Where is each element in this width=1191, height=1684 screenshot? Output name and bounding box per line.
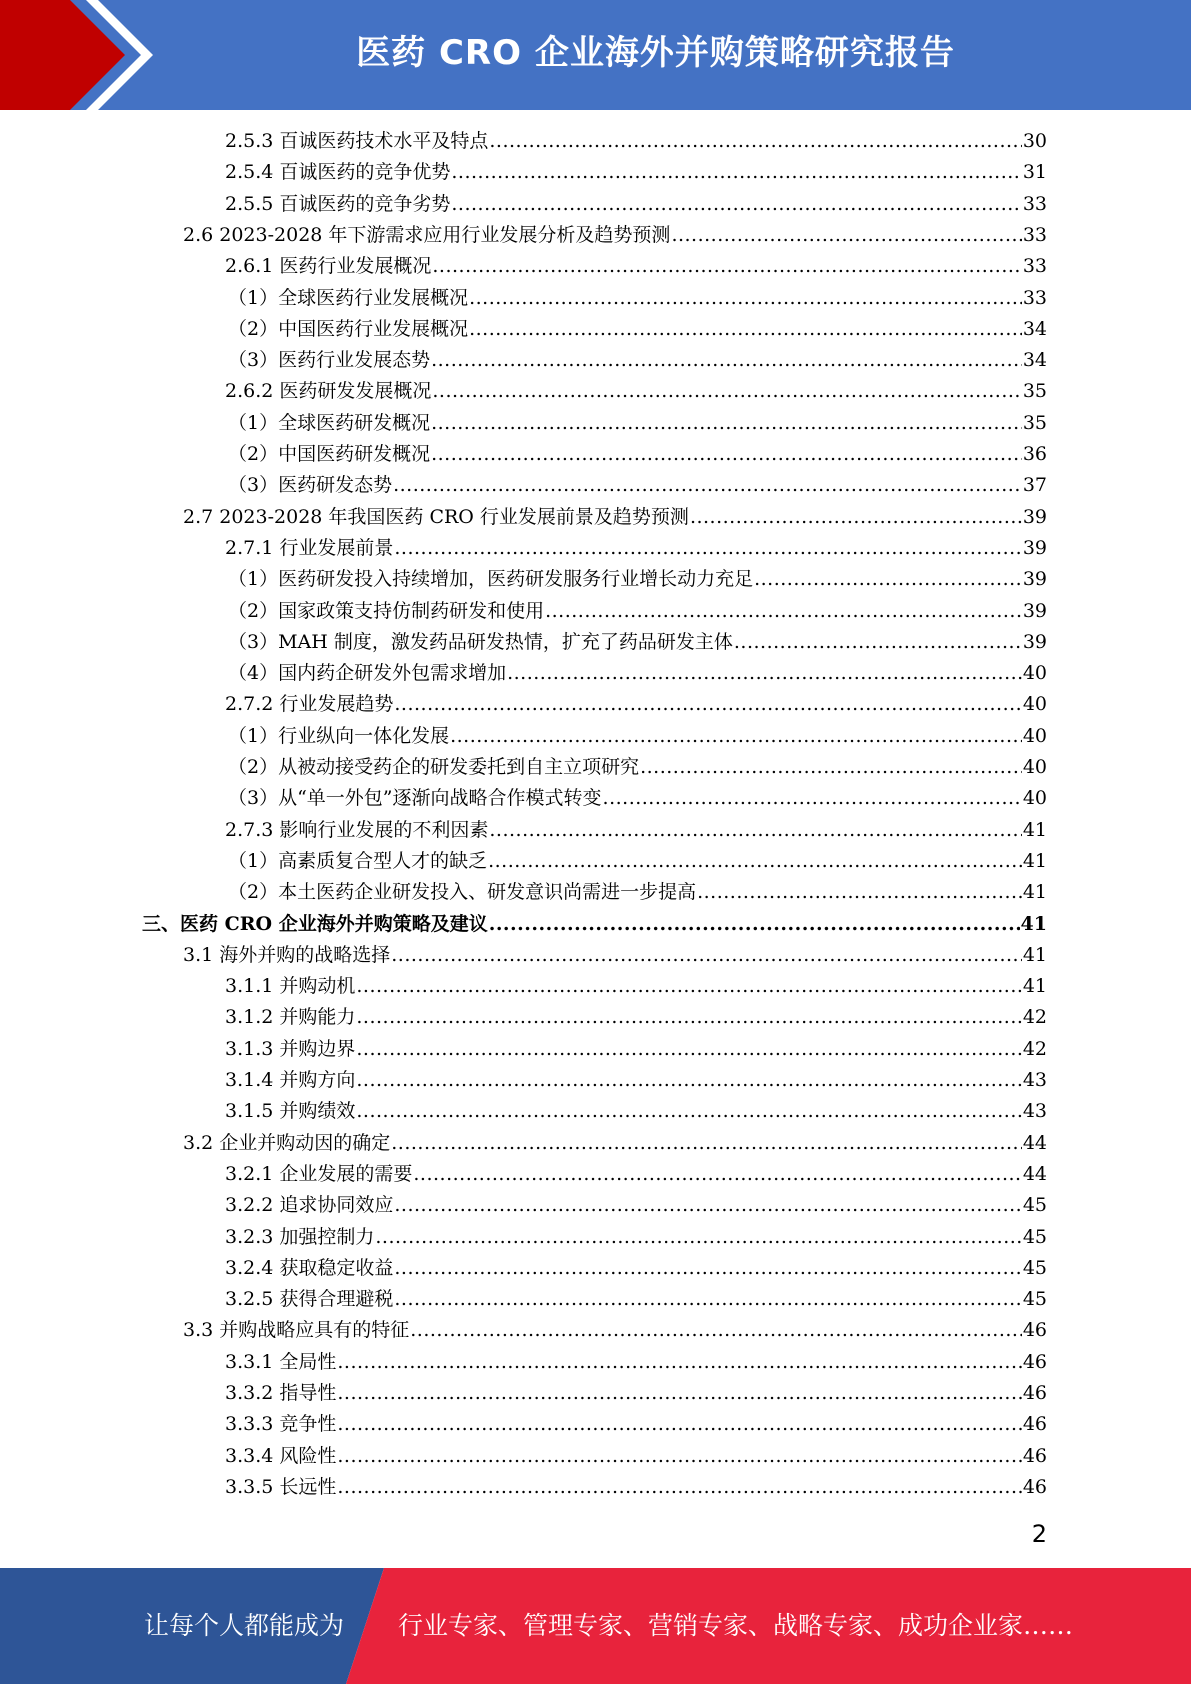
toc-entry-label: 2.5.3 百诚医药技术水平及特点: [225, 130, 489, 152]
toc-entry[interactable]: [228, 658, 1047, 689]
toc-entry[interactable]: [225, 1222, 1047, 1253]
toc-entry[interactable]: [225, 1096, 1047, 1127]
toc-leader-dots: [489, 126, 1021, 157]
toc-entry[interactable]: [225, 1253, 1047, 1284]
toc-leader-dots: [375, 1222, 1021, 1253]
footer-slogan-right: 行业专家、管理专家、营销专家、战略专家、成功企业家……: [398, 1611, 1074, 1640]
toc-entry-label: （1）全球医药行业发展概况: [228, 286, 469, 309]
toc-entry-page: 41: [1022, 818, 1047, 841]
toc-entry-label: 2.7.3 影响行业发展的不利因素: [225, 818, 489, 841]
toc-entry-label: （1）行业纵向一体化发展: [228, 724, 450, 747]
toc-entry[interactable]: [225, 1409, 1047, 1440]
toc-entry-label: （3）MAH 制度，激发药品研发热情，扩充了药品研发主体: [228, 630, 733, 653]
toc-entry-page: 43: [1022, 1100, 1047, 1123]
toc-entry-label: 3.3.2 指导性: [225, 1382, 337, 1404]
toc-entry-label: 3.1 海外并购的战略选择: [183, 943, 391, 966]
toc-entry-page: 31: [1022, 161, 1047, 184]
toc-entry-page: 34: [1022, 317, 1047, 340]
toc-leader-dots: [451, 189, 1021, 220]
toc-entry-page: 42: [1022, 1006, 1047, 1029]
toc-entry-page: 45: [1022, 1256, 1047, 1279]
toc-entry[interactable]: [183, 502, 1047, 533]
toc-entry[interactable]: [228, 721, 1047, 752]
toc-entry[interactable]: [183, 1315, 1047, 1346]
toc-entry-label: （1）全球医药研发概况: [228, 411, 431, 434]
page-footer: [0, 1568, 1191, 1684]
toc-entry-page: 33: [1022, 286, 1047, 309]
toc-entry[interactable]: [225, 157, 1047, 188]
toc-entry-page: 44: [1022, 1131, 1047, 1154]
toc-leader-dots: [431, 408, 1022, 439]
toc-entry-page: 37: [1022, 474, 1047, 497]
page-number: 2: [1031, 1520, 1047, 1548]
toc-leader-dots: [393, 470, 1022, 501]
toc-leader-dots: [640, 752, 1022, 783]
toc-entry-label: （2）本土医药企业研发投入、研发意识尚需进一步提高: [228, 881, 697, 904]
toc-entry-label: （2）中国医药行业发展概况: [228, 317, 469, 340]
toc-entry[interactable]: [228, 345, 1047, 376]
toc-entry-label: 3.3.1 全局性: [225, 1350, 337, 1373]
toc-entry-page: 33: [1022, 223, 1047, 246]
toc-entry[interactable]: [228, 314, 1047, 345]
toc-entry-label: 2.7.2 行业发展趋势: [225, 693, 394, 716]
toc-leader-dots: [469, 283, 1022, 314]
toc-leader-dots: [394, 533, 1021, 564]
toc-entry-page: 35: [1022, 380, 1047, 403]
toc-entry-label: （2）国家政策支持仿制药研发和使用: [228, 599, 545, 622]
toc-entry[interactable]: [225, 533, 1047, 564]
toc-entry[interactable]: [225, 189, 1047, 220]
toc-entry-page: 41: [1022, 943, 1047, 966]
toc-entry-label: （2）中国医药研发概况: [228, 443, 431, 465]
toc-entry-label: （1）高素质复合型人才的缺乏: [228, 849, 488, 872]
toc-entry[interactable]: [225, 1002, 1047, 1033]
toc-leader-dots: [603, 783, 1022, 814]
toc-entry-page: 39: [1022, 599, 1047, 622]
toc-leader-dots: [488, 846, 1022, 877]
toc-leader-dots: [337, 1409, 1021, 1440]
toc-entry[interactable]: [228, 564, 1047, 595]
toc-entry[interactable]: [225, 1284, 1047, 1315]
toc-entry-page: 35: [1022, 411, 1047, 434]
toc-entry-label: 3.2 企业并购动因的确定: [183, 1131, 391, 1154]
toc-leader-dots: [671, 220, 1021, 251]
toc-leader-dots: [754, 564, 1022, 595]
toc-entry-label: 2.6.2 医药研发发展概况: [225, 380, 432, 403]
toc-entry-label: 2.5.5 百诚医药的竞争劣势: [225, 192, 451, 215]
toc-entry-label: 3.1.1 并购动机: [225, 975, 356, 998]
toc-leader-dots: [451, 157, 1021, 188]
toc-entry[interactable]: [228, 470, 1047, 501]
toc-entry[interactable]: [225, 1065, 1047, 1096]
toc-entry-page: 42: [1022, 1037, 1047, 1060]
toc-entry[interactable]: [225, 1441, 1047, 1472]
toc-entry[interactable]: [225, 1472, 1047, 1503]
toc-entry-page: 40: [1022, 756, 1047, 778]
toc-entry-page: 41: [1022, 975, 1047, 998]
toc-leader-dots: [394, 689, 1021, 720]
toc-entry-page: 46: [1022, 1319, 1047, 1342]
report-title: 医药 CRO 企业海外并购策略研究报告: [356, 33, 955, 73]
page-header: [0, 0, 1191, 110]
toc-leader-dots: [450, 721, 1022, 752]
toc-entry-label: 2.7.1 行业发展前景: [225, 536, 394, 559]
toc-entry-label: 3.3.4 风险性: [225, 1444, 337, 1467]
toc-entry-label: 3.1.3 并购边界: [225, 1037, 356, 1060]
toc-entry-page: 39: [1022, 505, 1047, 528]
toc-entry[interactable]: [225, 971, 1047, 1002]
toc-entry-label: 3.1.5 并购绩效: [225, 1100, 356, 1123]
toc-entry[interactable]: [225, 1378, 1047, 1409]
toc-entry[interactable]: [225, 1190, 1047, 1221]
footer-slogan-left: 让每个人都能成为: [144, 1611, 345, 1640]
toc-entry-page: 39: [1022, 536, 1047, 559]
toc-entry-page: 44: [1022, 1162, 1047, 1185]
toc-entry-label: 2.5.4 百诚医药的竞争优势: [225, 161, 451, 184]
toc-leader-dots: [394, 1253, 1021, 1284]
toc-entry-page: 46: [1022, 1382, 1047, 1404]
toc-entry-label: 3.2.3 加强控制力: [225, 1225, 375, 1248]
toc-leader-dots: [337, 1347, 1021, 1378]
toc-entry[interactable]: [183, 940, 1047, 971]
toc-entry[interactable]: [225, 1159, 1047, 1190]
toc-leader-dots: [431, 439, 1022, 470]
toc-leader-dots: [356, 1096, 1021, 1127]
toc-leader-dots: [469, 314, 1022, 345]
toc-leader-dots: [356, 1065, 1021, 1096]
toc-leader-dots: [391, 940, 1022, 971]
toc-leader-dots: [410, 1315, 1022, 1346]
toc-entry-label: （3）医药行业发展态势: [228, 349, 431, 372]
toc-leader-dots: [337, 1441, 1021, 1472]
toc-entry-page: 39: [1022, 568, 1047, 591]
toc-entry-page: 46: [1022, 1444, 1047, 1467]
toc-leader-dots: [697, 877, 1022, 908]
toc-entry-page: 33: [1022, 255, 1047, 278]
toc-entry-label: 3.2.5 获得合理避税: [225, 1288, 394, 1311]
toc-entry-page: 40: [1022, 787, 1047, 810]
toc-entry[interactable]: [228, 877, 1047, 908]
toc-entry-label: （3）从“单一外包”逐渐向战略合作模式转变: [228, 787, 602, 810]
toc-entry[interactable]: [225, 251, 1047, 282]
toc-entry-label: 3.1.2 并购能力: [225, 1006, 356, 1029]
toc-entry[interactable]: [228, 783, 1047, 814]
toc-entry[interactable]: [228, 627, 1047, 658]
toc-leader-dots: [413, 1159, 1021, 1190]
toc-leader-dots: [337, 1472, 1021, 1503]
toc-entry-page: 40: [1022, 662, 1047, 685]
toc-entry-label: （1）医药研发投入持续增加，医药研发服务行业增长动力充足: [228, 568, 754, 591]
toc-entry-label: 2.6.1 医药行业发展概况: [225, 255, 432, 278]
toc-entry-label: （3）医药研发态势: [228, 474, 393, 497]
toc-entry-page: 40: [1022, 693, 1047, 716]
toc-entry-label: 3.3.5 长远性: [225, 1475, 337, 1498]
toc-entry-label: 三、医药 CRO 企业海外并购策略及建议: [142, 912, 488, 935]
toc-entry-page: 40: [1022, 724, 1047, 747]
toc-entry-label: 2.6 2023-2028 年下游需求应用行业发展分析及趋势预测: [183, 223, 671, 246]
toc-entry-label: 3.3 并购战略应具有的特征: [183, 1319, 410, 1342]
toc-entry-page: 39: [1022, 630, 1047, 653]
toc-entry[interactable]: [183, 1128, 1047, 1159]
toc-entry[interactable]: [228, 596, 1047, 627]
toc-entry[interactable]: [225, 1347, 1047, 1378]
toc-entry-label: 3.2.1 企业发展的需要: [225, 1162, 413, 1185]
toc-entry[interactable]: [228, 283, 1047, 314]
toc-entry-page: 41: [1022, 881, 1047, 904]
toc-leader-dots: [356, 1034, 1021, 1065]
toc-leader-dots: [432, 376, 1021, 407]
toc-leader-dots: [431, 345, 1022, 376]
toc-entry[interactable]: [225, 689, 1047, 720]
toc-entry[interactable]: [142, 909, 1047, 940]
toc-entry-page: 41: [1022, 849, 1047, 872]
toc-entry-page: 33: [1022, 192, 1047, 215]
toc-entry-page: 43: [1022, 1069, 1047, 1091]
toc-entry-page: 46: [1022, 1475, 1047, 1498]
toc-entry[interactable]: [228, 408, 1047, 439]
toc-leader-dots: [432, 251, 1021, 282]
toc-entry-page: 45: [1022, 1288, 1047, 1311]
toc-leader-dots: [337, 1378, 1021, 1409]
toc-entry[interactable]: [225, 126, 1047, 157]
toc-entry-label: （4）国内药企研发外包需求增加: [228, 662, 507, 685]
toc-entry-page: 45: [1022, 1194, 1047, 1217]
toc-leader-dots: [356, 1002, 1021, 1033]
toc-entry-page: 45: [1022, 1225, 1047, 1248]
toc-leader-dots: [545, 596, 1022, 627]
toc-entry[interactable]: [225, 1034, 1047, 1065]
toc-entry-page: 46: [1022, 1413, 1047, 1436]
toc-entry[interactable]: [225, 376, 1047, 407]
toc-entry[interactable]: [183, 220, 1047, 251]
toc-entry-page: 46: [1022, 1350, 1047, 1373]
toc-entry-label: （2）从被动接受药企的研发委托到自主立项研究: [228, 756, 640, 778]
toc-entry-page: 36: [1022, 443, 1047, 465]
toc-leader-dots: [507, 658, 1022, 689]
toc-leader-dots: [489, 909, 1020, 940]
toc-entry[interactable]: [228, 439, 1047, 470]
toc-entry-label: 3.2.4 获取稳定收益: [225, 1256, 394, 1279]
toc-entry-label: 2.7 2023-2028 年我国医药 CRO 行业发展前景及趋势预测: [183, 505, 689, 528]
toc-entry[interactable]: [225, 815, 1047, 846]
toc-entry-page: 34: [1022, 349, 1047, 372]
toc-entry-label: 3.1.4 并购方向: [225, 1069, 356, 1091]
toc-leader-dots: [734, 627, 1022, 658]
toc-entry[interactable]: [228, 846, 1047, 877]
toc-entry-page: 41: [1020, 912, 1047, 935]
toc-entry-label: 3.3.3 竞争性: [225, 1413, 337, 1436]
toc-entry[interactable]: [228, 752, 1047, 783]
toc-leader-dots: [391, 1128, 1022, 1159]
toc-leader-dots: [356, 971, 1021, 1002]
toc-leader-dots: [489, 815, 1021, 846]
toc-leader-dots: [690, 502, 1022, 533]
toc-leader-dots: [394, 1190, 1021, 1221]
toc-entry-label: 3.2.2 追求协同效应: [225, 1194, 394, 1217]
toc-leader-dots: [394, 1284, 1021, 1315]
toc-entry-page: 30: [1022, 130, 1047, 152]
